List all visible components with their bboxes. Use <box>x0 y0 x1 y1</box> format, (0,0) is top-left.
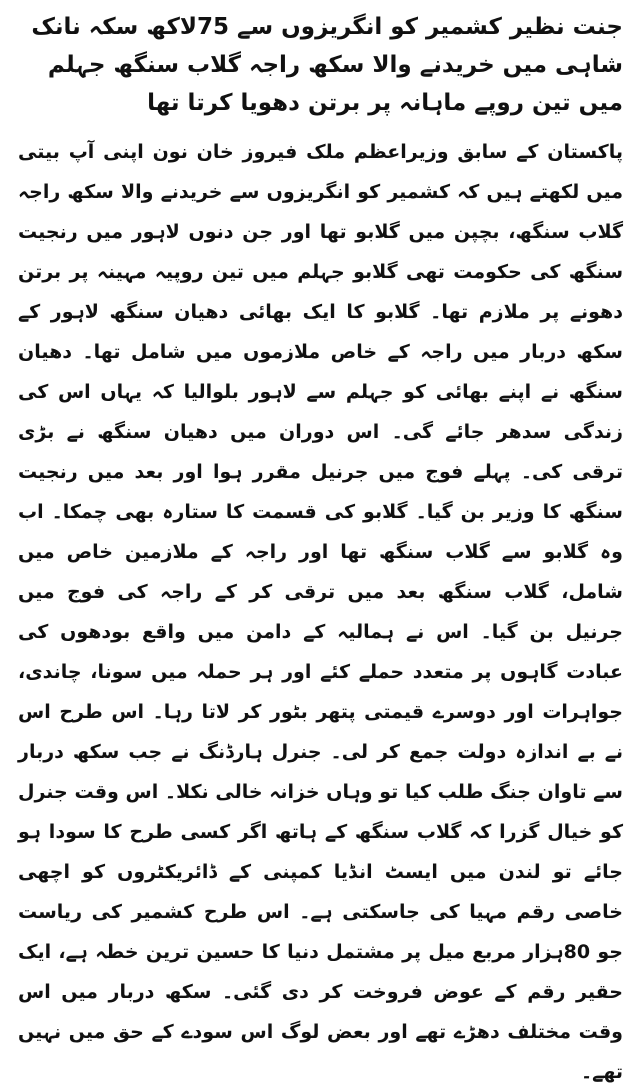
article-headline: جنت نظیر کشمیر کو انگریزوں سے 75لاکھ سکہ نانک شاہی میں خریدنے والا سکھ راجہ گلاب سنگھ جہلم میں تین روپے ماہانہ پر برتن دھویا کرتا تھا <box>31 14 623 116</box>
article-body: پاکستان کے سابق وزیراعظم ملک فیروز خان نون اپنی آپ بیتی میں لکھتے ہیں کہ کشمیر کو انگریزوں سے خریدنے والا سکھ راجہ گلاب سنگھ، بچپن میں گلابو تھا اور جن دنوں لاہور میں رنجیت سنگھ کی حکومت تھی گلابو جہلم میں تین روپیہ مہینہ پر برتن دھونے پر ملازم تھا۔ گلابو کا ایک بھائی دھیان سنگھ لاہور کے سکھ دربار میں راجہ کے خاص ملازموں میں شامل تھا۔ دھیان سنگھ نے اپنے بھائی کو جہلم سے لاہور بلوالیا کہ یہاں اس کی زندگی سدھر جائے گی۔ اس دوران میں دھیان سنگھ نے بڑی ترقی کی۔ پہلے فوج میں جرنیل مقرر ہوا اور بعد میں رنجیت سنگھ کا وزیر بن گیا۔ گلابو کی قسمت کا ستارہ بھی چمکا۔ اب وہ گلابو سے گلاب سنگھ تھا اور راجہ کے ملازمین خاص میں شامل، گلاب سنگھ بعد میں ترقی کر کے راجہ کی فوج میں جرنیل بن گیا۔ اس نے ہمالیہ کے دامن میں واقع بودھوں کی عبادت گاہوں پر متعدد حملے کئے اور ہر حملہ میں سونا، چاندی، جواہرات اور دوسرے قیمتی پتھر بٹور کر لاتا رہا۔ اس طرح اس نے بے اندازہ دولت جمع کر لی۔ جنرل ہارڈنگ نے جب سکھ دربار سے تاوان جنگ طلب کیا تو وہاں خزانہ خالی نکلا۔ اس وقت جنرل کو خیال گزرا کہ گلاب سنگھ کے ہاتھ اگر کسی طرح کا سودا ہو جائے تو لندن میں ایسٹ انڈیا کمپنی کے ڈائریکٹروں کو اچھی خاصی رقم مہیا کی جاسکتی ہے۔ اس طرح کشمیر کی ریاست جو 80ہزار مربع میل پر مشتمل دنیا کا حسین ترین خطہ ہے، ایک حقیر رقم کے عوض فروخت کر دی گئی۔ سکھ دربار میں اس وقت مختلف دھڑے تھے اور بعض لوگ اس سودے کے حق میں نہیں تھے۔ <box>18 141 623 1083</box>
